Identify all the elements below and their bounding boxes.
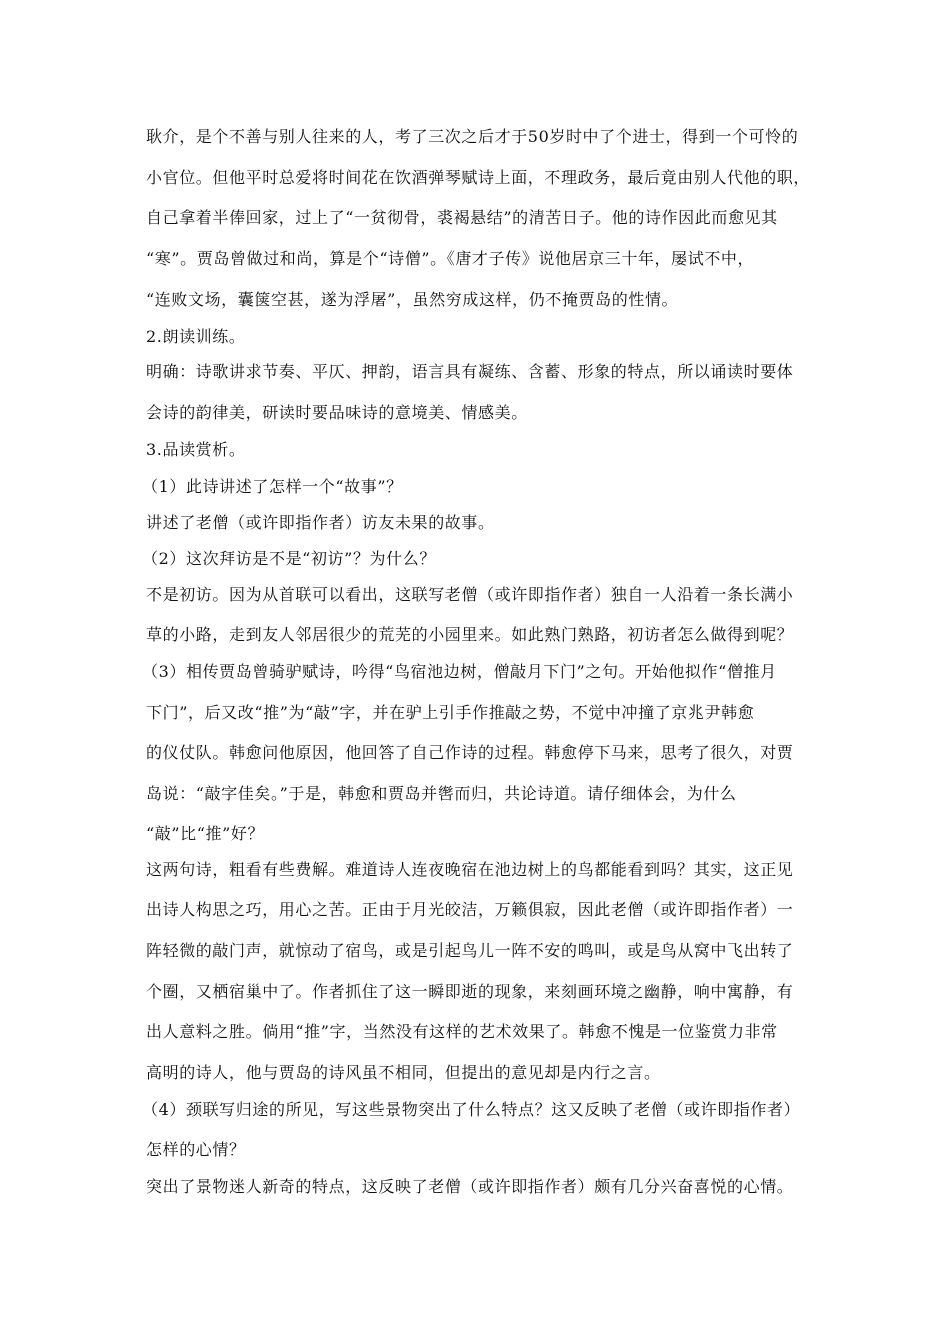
text-line: 会诗的韵律美，研读时要品味诗的意境美、情感美。 bbox=[146, 403, 528, 422]
question-line: 下门”，后又改“推”为“敲”字，并在驴上引手作推敲之势，不觉中冲撞了京兆尹韩愈 bbox=[146, 703, 755, 722]
section-heading: 2.朗读训练。 bbox=[146, 327, 246, 346]
answer-line: 突出了景物迷人新奇的特点，这反映了老僧（或许即指作者）颇有几分兴奋喜悦的心情。 bbox=[146, 1177, 794, 1196]
answer-line: 草的小路，走到友人邻居很少的荒芜的小园里来。如此熟门熟路，初访者怎么做得到呢？ bbox=[146, 625, 794, 644]
text-line: 耿介，是个不善与别人往来的人，考了三次之后才于50岁时中了个进士，得到一个可怜的 bbox=[146, 127, 799, 146]
answer-line: 讲述了老僧（或许即指作者）访友未果的故事。 bbox=[146, 513, 495, 532]
answer-line: 个圈，又栖宿巢中了。作者抓住了这一瞬即逝的现象，来刻画环境之幽静，响中寓静，有 bbox=[146, 982, 794, 1001]
question-line: 岛说：“敲字佳矣。”于是，韩愈和贾岛并辔而归，共论诗道。请仔细体会，为什么 bbox=[146, 784, 737, 803]
answer-line: 这两句诗，粗看有些费解。难道诗人连夜晚宿在池边树上的鸟都能看到吗？其实，这正见 bbox=[146, 860, 794, 879]
question-line: 的仪仗队。韩愈问他原因，他回答了自己作诗的过程。韩愈停下马来，思考了很久，对贾 bbox=[146, 743, 794, 762]
question-line: “敲”比“推”好？ bbox=[146, 824, 265, 843]
text-line: 自己拿着半俸回家，过上了“一贫彻骨，裘褐悬结”的清苦日子。他的诗作因此而愈见其 bbox=[146, 208, 778, 227]
question-line: 怎样的心情？ bbox=[146, 1140, 246, 1159]
text-line: “连败文场，囊箧空甚，遂为浮屠”，虽然穷成这样，仍不掩贾岛的性情。 bbox=[146, 290, 679, 309]
question-line: （3）相传贾岛曾骑驴赋诗，吟得“鸟宿池边树，僧敲月下门”之句。开始他拟作“僧推月 bbox=[142, 662, 777, 681]
answer-line: 高明的诗人，他与贾岛的诗风虽不相同，但提出的意见却是内行之言。 bbox=[146, 1063, 661, 1082]
question-line: （1）此诗讲述了怎样一个“故事”？ bbox=[142, 477, 403, 496]
answer-line: 出诗人构思之巧，用心之苦。正由于月光皎洁，万籁俱寂，因此老僧（或许即指作者）一 bbox=[146, 900, 794, 919]
answer-line: 不是初访。因为从首联可以看出，这联写老僧（或许即指作者）独自一人沿着一条长满小 bbox=[146, 585, 794, 604]
question-line: （4）颈联写归途的所见，写这些景物突出了什么特点？这又反映了老僧（或许即指作者） bbox=[142, 1100, 801, 1119]
answer-line: 阵轻微的敲门声，就惊动了宿鸟，或是引起鸟儿一阵不安的鸣叫，或是鸟从窝中飞出转了 bbox=[146, 941, 794, 960]
answer-line: 出人意料之胜。倘用“推”字，当然没有这样的艺术效果了。韩愈不愧是一位鉴赏力非常 bbox=[146, 1022, 778, 1041]
text-line: “寒”。贾岛曾做过和尚，算是个“诗僧”。《唐才子传》说他居京三十年，屡试不中， bbox=[146, 249, 755, 268]
text-line: 明确：诗歌讲求节奏、平仄、押韵，语言具有凝练、含蓄、形象的特点，所以诵读时要体 bbox=[146, 362, 794, 381]
text-line: 小官位。但他平时总爱将时间花在饮酒弹琴赋诗上面，不理政务，最后竟由别人代他的职， bbox=[146, 168, 811, 187]
question-line: （2）这次拜访是不是“初访”？为什么？ bbox=[142, 549, 436, 568]
section-heading: 3.品读赏析。 bbox=[146, 440, 246, 459]
